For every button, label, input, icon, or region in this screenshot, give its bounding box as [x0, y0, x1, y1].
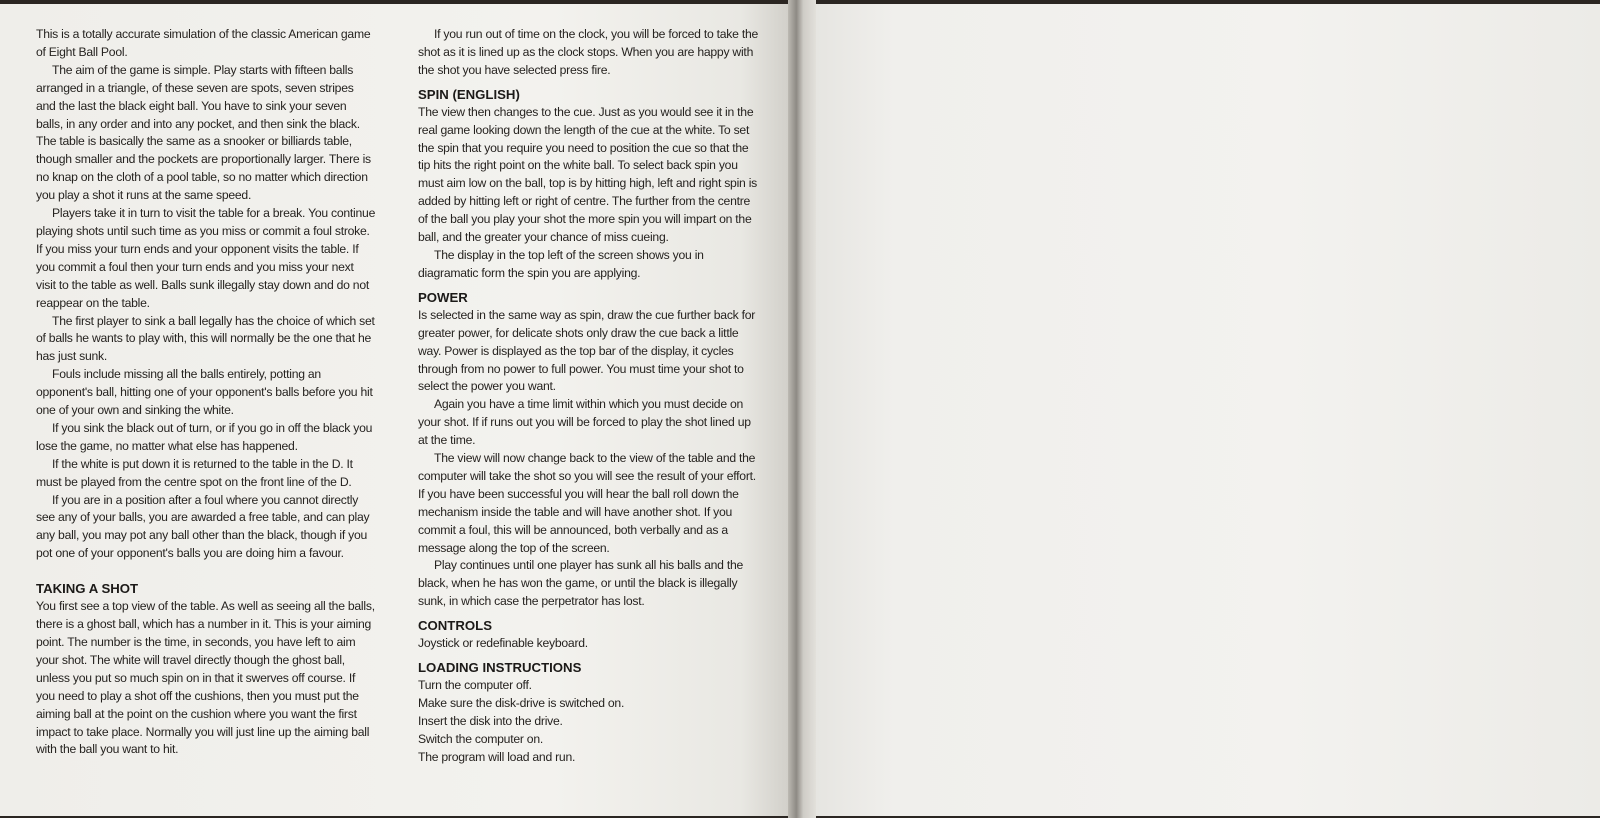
- intro-paragraph: This is a totally accurate simulation of the classic American game of Eight Ball Pool.: [36, 27, 371, 59]
- loading-step: Switch the computer on.: [418, 731, 543, 746]
- black-ball-paragraph: If you sink the black out of turn, or if you go in off the black you lose the game, no matter what else has happened.: [36, 420, 373, 453]
- loading-step: Turn the computer off.: [418, 678, 532, 693]
- power-heading: POWER: [418, 289, 468, 305]
- white-ball-paragraph: If the white is put down it is returned to the table in the D. It must be played from the centre spot on the front line of the D.: [36, 456, 353, 489]
- aim-paragraph: The aim of the game is simple. Play starts with fifteen balls arranged in a triangle, of these seven are spots, seven stripes and the last the black eight ball. You have to sink your seven balls, in any order and into any pocket, and then sink the black. The table is basically the same as a snooker or billiards table, though smaller and the pockets are proportionally larger. There is no knap on the cloth of a pool table, so no matter which direction you play a shot it runs at the same speed.: [36, 62, 371, 203]
- spin-paragraph: The view then changes to the cue. Just as you would see it in the real game looking down the length of the cue at the white. To set the spin that you require you need to position the cue so that the tip hits the right point on the white ball. To select back spin you must aim low on the ball, top is by hitting high, left and right spin is added by hitting left or right of centre. The further from the centre of the ball you play your shot the more spin you will impart on the ball, and the greater your chance of miss cueing.: [418, 104, 758, 245]
- spin-heading: SPIN (ENGLISH): [418, 86, 520, 102]
- turns-paragraph: Players take it in turn to visit the table for a break. You continue playing shots until such time as you miss or commit a foul stroke. If you miss your turn ends and your opponent visits the table. If you commit a foul then your turn ends and you miss your next visit to the table as well. Balls sunk illegally stay down and do not reappear on the table.: [36, 206, 376, 310]
- right-text-column: [418, 26, 758, 767]
- blank-right-page: [816, 4, 1600, 816]
- result-paragraph: The view will now change back to the view of the table and the computer will take the shot so you will see the result of your effort. If you have been successful you will hear the ball roll down the mechanism inside the table and will have another shot. If you commit a foul, this will be announced, both verbally and as a message along the top of the screen.: [418, 451, 756, 555]
- free-table-paragraph: If you are in a position after a foul where you cannot directly see any of your balls, you are awarded a free table, and can play any ball, you may pot any ball other than the black, though if you pot one of your opponent's balls you are doing him a favour.: [36, 492, 370, 561]
- taking-a-shot-heading: TAKING A SHOT: [36, 581, 139, 597]
- time-limit-paragraph: Again you have a time limit within which you must decide on your shot. If if runs out you will be forced to play the shot lined up at the time.: [418, 397, 751, 448]
- fouls-paragraph: Fouls include missing all the balls entirely, potting an opponent's ball, hitting one of your opponent's balls before you hit one of your own and sinking the white.: [36, 367, 373, 418]
- book-spine: [788, 0, 816, 818]
- power-paragraph: Is selected in the same way as spin, draw the cue further back for greater power, for delicate shots only draw the cue back a little way. Power is displayed as the top bar of the display, it cycles through from no power to full power. You must time your shot to select the power you want.: [418, 307, 756, 394]
- loading-step: Make sure the disk-drive is switched on.: [418, 696, 625, 710]
- game-end-paragraph: Play continues until one player has sunk all his balls and the black, when he has won the game, or until the black is illegally sunk, in which case the perpetrator has lost.: [418, 558, 744, 609]
- loading-step: The program will load and run.: [418, 749, 576, 764]
- spin-display-paragraph: The display in the top left of the screen shows you in diagramatic form the spin you are applying.: [418, 247, 704, 280]
- left-page: [0, 4, 788, 816]
- first-sink-paragraph: The first player to sink a ball legally has the choice of which set of balls he wants to play with, this will normally be the one that he has just sunk.: [36, 313, 375, 364]
- controls-heading: CONTROLS: [418, 618, 492, 634]
- taking-a-shot-paragraph: You first see a top view of the table. As well as seeing all the balls, there is a ghost ball, which has a number in it. This is your aiming point. The number is the time, in seconds, you have left to aim your shot. The white will travel directly though the ghost ball, unless you put so much spin on in that it swerves off course. If you need to play a shot off the cushions, then you must put the aiming ball at the point on the cushion where you want the first impact to take place. Normally you will just line up the aiming ball with the ball you want to hit.: [36, 599, 375, 757]
- loading-step: Insert the disk into the drive.: [418, 713, 563, 728]
- controls-text: Joystick or redefinable keyboard.: [418, 636, 588, 651]
- left-text-column: [36, 26, 376, 759]
- loading-heading: LOADING INSTRUCTIONS: [418, 660, 582, 676]
- clock-paragraph: If you run out of time on the clock, you will be forced to take the shot as it is lined up as the clock stops. When you are happy with the shot you have selected press fire.: [418, 27, 759, 77]
